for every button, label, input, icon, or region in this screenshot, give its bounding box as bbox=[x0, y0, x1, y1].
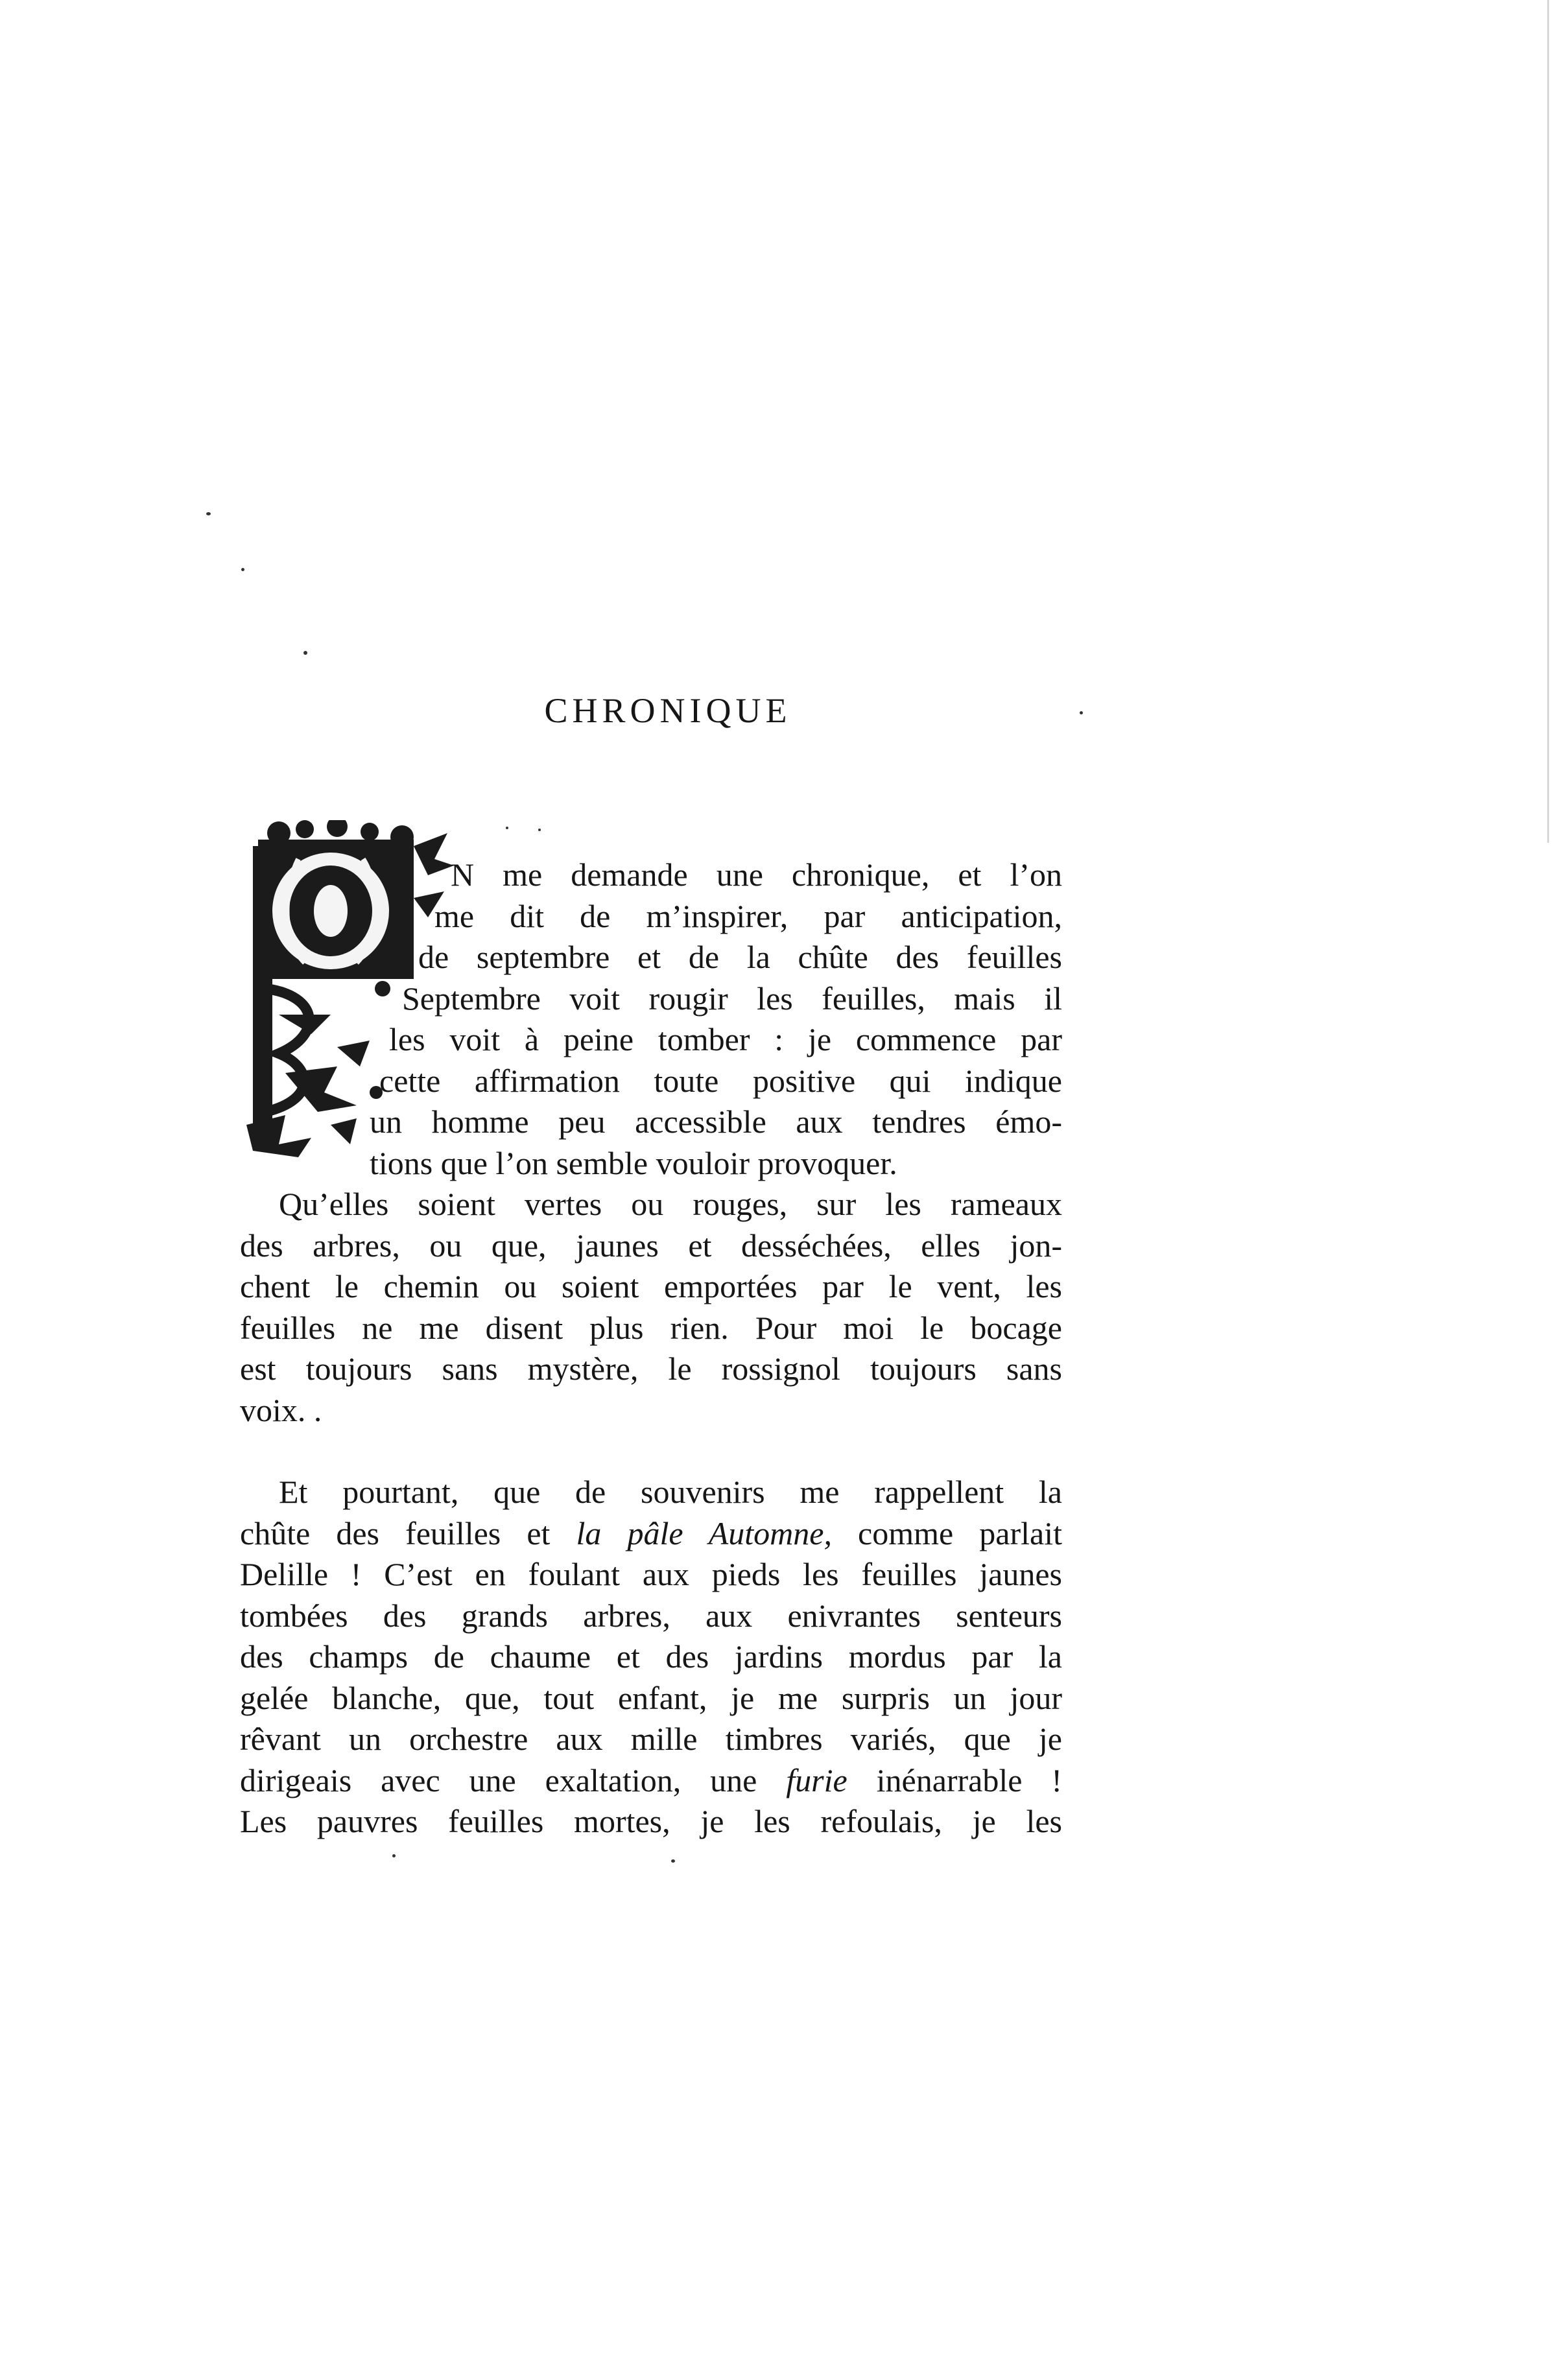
text-line: feuilles ne me disent plus rien. Pour moi le bocage bbox=[240, 1309, 1062, 1346]
text-line: gelée blanche, que, tout enfant, je me surpris un jour bbox=[240, 1679, 1062, 1716]
text-line: est toujours sans mystère, le rossignol toujours sans bbox=[240, 1350, 1062, 1387]
page-title: CHRONIQUE bbox=[544, 691, 792, 730]
text-line: voix. . bbox=[240, 1391, 322, 1428]
body-text bbox=[240, 854, 1062, 1843]
speck bbox=[671, 1859, 675, 1863]
text-line: N me demande une chronique, et l’on bbox=[451, 856, 1062, 893]
text-line: rêvant un orchestre aux mille timbres variés, que je bbox=[240, 1721, 1062, 1757]
text-run: dirigeais avec une exaltation, une bbox=[240, 1761, 757, 1798]
speck bbox=[538, 829, 541, 831]
italic-phrase: furie bbox=[786, 1761, 848, 1798]
text-line bbox=[240, 1760, 1062, 1802]
text-line bbox=[240, 1513, 1062, 1555]
text-line: tombées des grands arbres, aux enivrantes senteurs bbox=[240, 1597, 1062, 1634]
text-line: Septembre voit rougir les feuilles, mais il bbox=[402, 980, 1062, 1017]
text-line: chent le chemin ou soient emportées par le vent, les bbox=[240, 1268, 1062, 1304]
speck bbox=[303, 651, 307, 655]
speck bbox=[206, 512, 211, 515]
text-line: des arbres, ou que, jaunes et desséchées, elles jon- bbox=[240, 1227, 1062, 1264]
text-line: un homme peu accessible aux tendres émo- bbox=[370, 1103, 1062, 1140]
speck bbox=[506, 827, 508, 829]
text-run: chûte des feuilles et bbox=[240, 1514, 551, 1551]
speck bbox=[241, 568, 244, 571]
speck bbox=[392, 1854, 396, 1857]
page-edge-rule bbox=[1547, 0, 1549, 843]
text-line: me dit de m’inspirer, par anticipation, bbox=[434, 897, 1062, 934]
text-run: comme parlait bbox=[858, 1514, 1063, 1551]
text-line: cette affirmation toute positive qui indique bbox=[379, 1062, 1062, 1099]
text-line: tions que l’on semble vouloir provoquer. bbox=[370, 1144, 897, 1181]
text-line: Les pauvres feuilles mortes, je les refoulais, je les bbox=[240, 1803, 1062, 1839]
text-line: des champs de chaume et des jardins mordus par la bbox=[240, 1638, 1062, 1675]
italic-phrase: la pâle Automne, bbox=[576, 1514, 832, 1551]
text-line: de septembre et de la chûte des feuilles bbox=[418, 939, 1062, 975]
text-line: Et pourtant, que de souvenirs me rappellent la bbox=[279, 1474, 1062, 1510]
text-line: Delille ! C’est en foulant aux pieds les feuilles jaunes bbox=[240, 1556, 1062, 1592]
text-line: Qu’elles soient vertes ou rouges, sur les rameaux bbox=[279, 1186, 1062, 1222]
text-run: inénarrable ! bbox=[876, 1761, 1063, 1798]
text-line: les voit à peine tomber : je commence par bbox=[389, 1021, 1062, 1057]
paragraph-gap bbox=[240, 1431, 1062, 1472]
